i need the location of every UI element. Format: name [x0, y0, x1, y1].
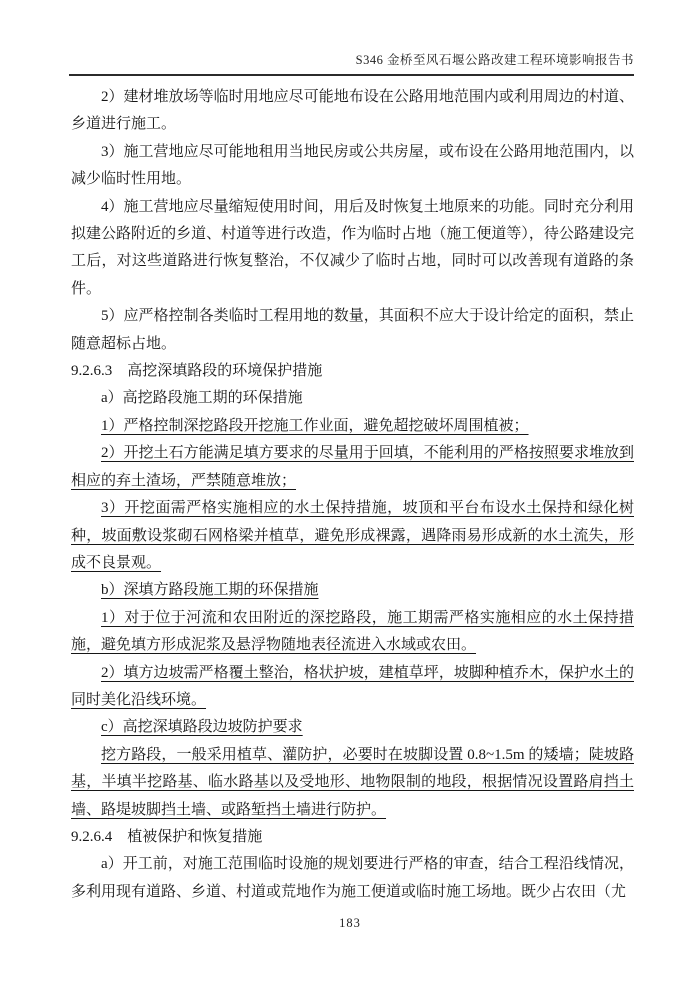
paragraph: 2）开挖土石方能满足填方要求的尽量用于回填，不能利用的严格按照要求堆放到相应的弃土渣场，严禁随意堆放； — [71, 445, 634, 489]
paragraph: 2）填方边坡需严格覆土整治，格状护坡，建植草坪，坡脚种植乔木，保护水土的同时美化沿线环境。 — [71, 664, 634, 708]
paragraph: b）深填方路段施工期的环保措施 — [101, 582, 319, 599]
paragraph: 3）开挖面需严格实施相应的水土保持措施，坡顶和平台布设水土保持和绿化树种，坡面敷设浆砌石网格梁并植草，避免形成裸露，遇降雨易形成新的水土流失，形成不良景观。 — [71, 500, 634, 571]
paragraph: 1）对于位于河流和农田附近的深挖路段，施工期需严格实施相应的水土保持措施，避免填方形成泥浆及悬浮物随地表径流进入水域或农田。 — [71, 609, 634, 654]
paragraph: 9.2.6.3 高挖深填路段的环境保护措施 — [71, 363, 323, 380]
page-number: 183 — [339, 916, 361, 930]
paragraph: 9.2.6.4 植被保护和恢复措施 — [71, 828, 263, 845]
running-header-title: S346 金桥至风石堰公路改建工程环境影响报告书 — [355, 53, 634, 67]
paragraph: c）高挖深填路段边坡防护要求 — [101, 719, 303, 736]
paragraph: 3）施工营地应尽可能地租用当地民房或公共房屋，或布设在公路用地范围内，以减少临时性用地。 — [71, 143, 634, 188]
document-body — [71, 84, 634, 906]
paragraph: 2）建材堆放场等临时用地应尽可能地布设在公路用地范围内或利用周边的村道、乡道进行施工。 — [71, 89, 634, 133]
paragraph: 4）施工营地应尽量缩短使用时间，用后及时恢复土地原来的功能。同时充分利用拟建公路附近的乡道、村道等进行改造，作为临时占地（施工便道等），待公路建设完工后，对这些道路进行恢复整治，不仅减少了临时占地，同时可以改善现有道路的条件。 — [71, 198, 634, 297]
paragraph: a）高挖路段施工期的环保措施 — [101, 390, 303, 407]
paragraph: 1）严格控制深挖路段开挖施工作业面，避免超挖破坏周围植被； — [101, 417, 529, 434]
paragraph: 5）应严格控制各类临时工程用地的数量，其面积不应大于设计给定的面积，禁止随意超标占地。 — [71, 308, 634, 352]
paragraph: a）开工前，对施工范围临时设施的规划要进行严格的审查，结合工程沿线情况，多利用现有道路、乡道、村道或荒地作为施工便道或临时施工场地。既少占农田（尤 — [71, 856, 634, 900]
paragraph: 挖方路段，一般采用植草、灌防护，必要时在坡脚设置 0.8~1.5m 的矮墙；陡坡路基，半填半挖路基、临水路基以及受地形、地物限制的地段，根据情况设置路肩挡土墙、路堤坡脚挡土墙、或路堑挡土墙进行防护。 — [71, 746, 634, 818]
page-header — [69, 50, 634, 76]
page-footer — [0, 916, 700, 931]
